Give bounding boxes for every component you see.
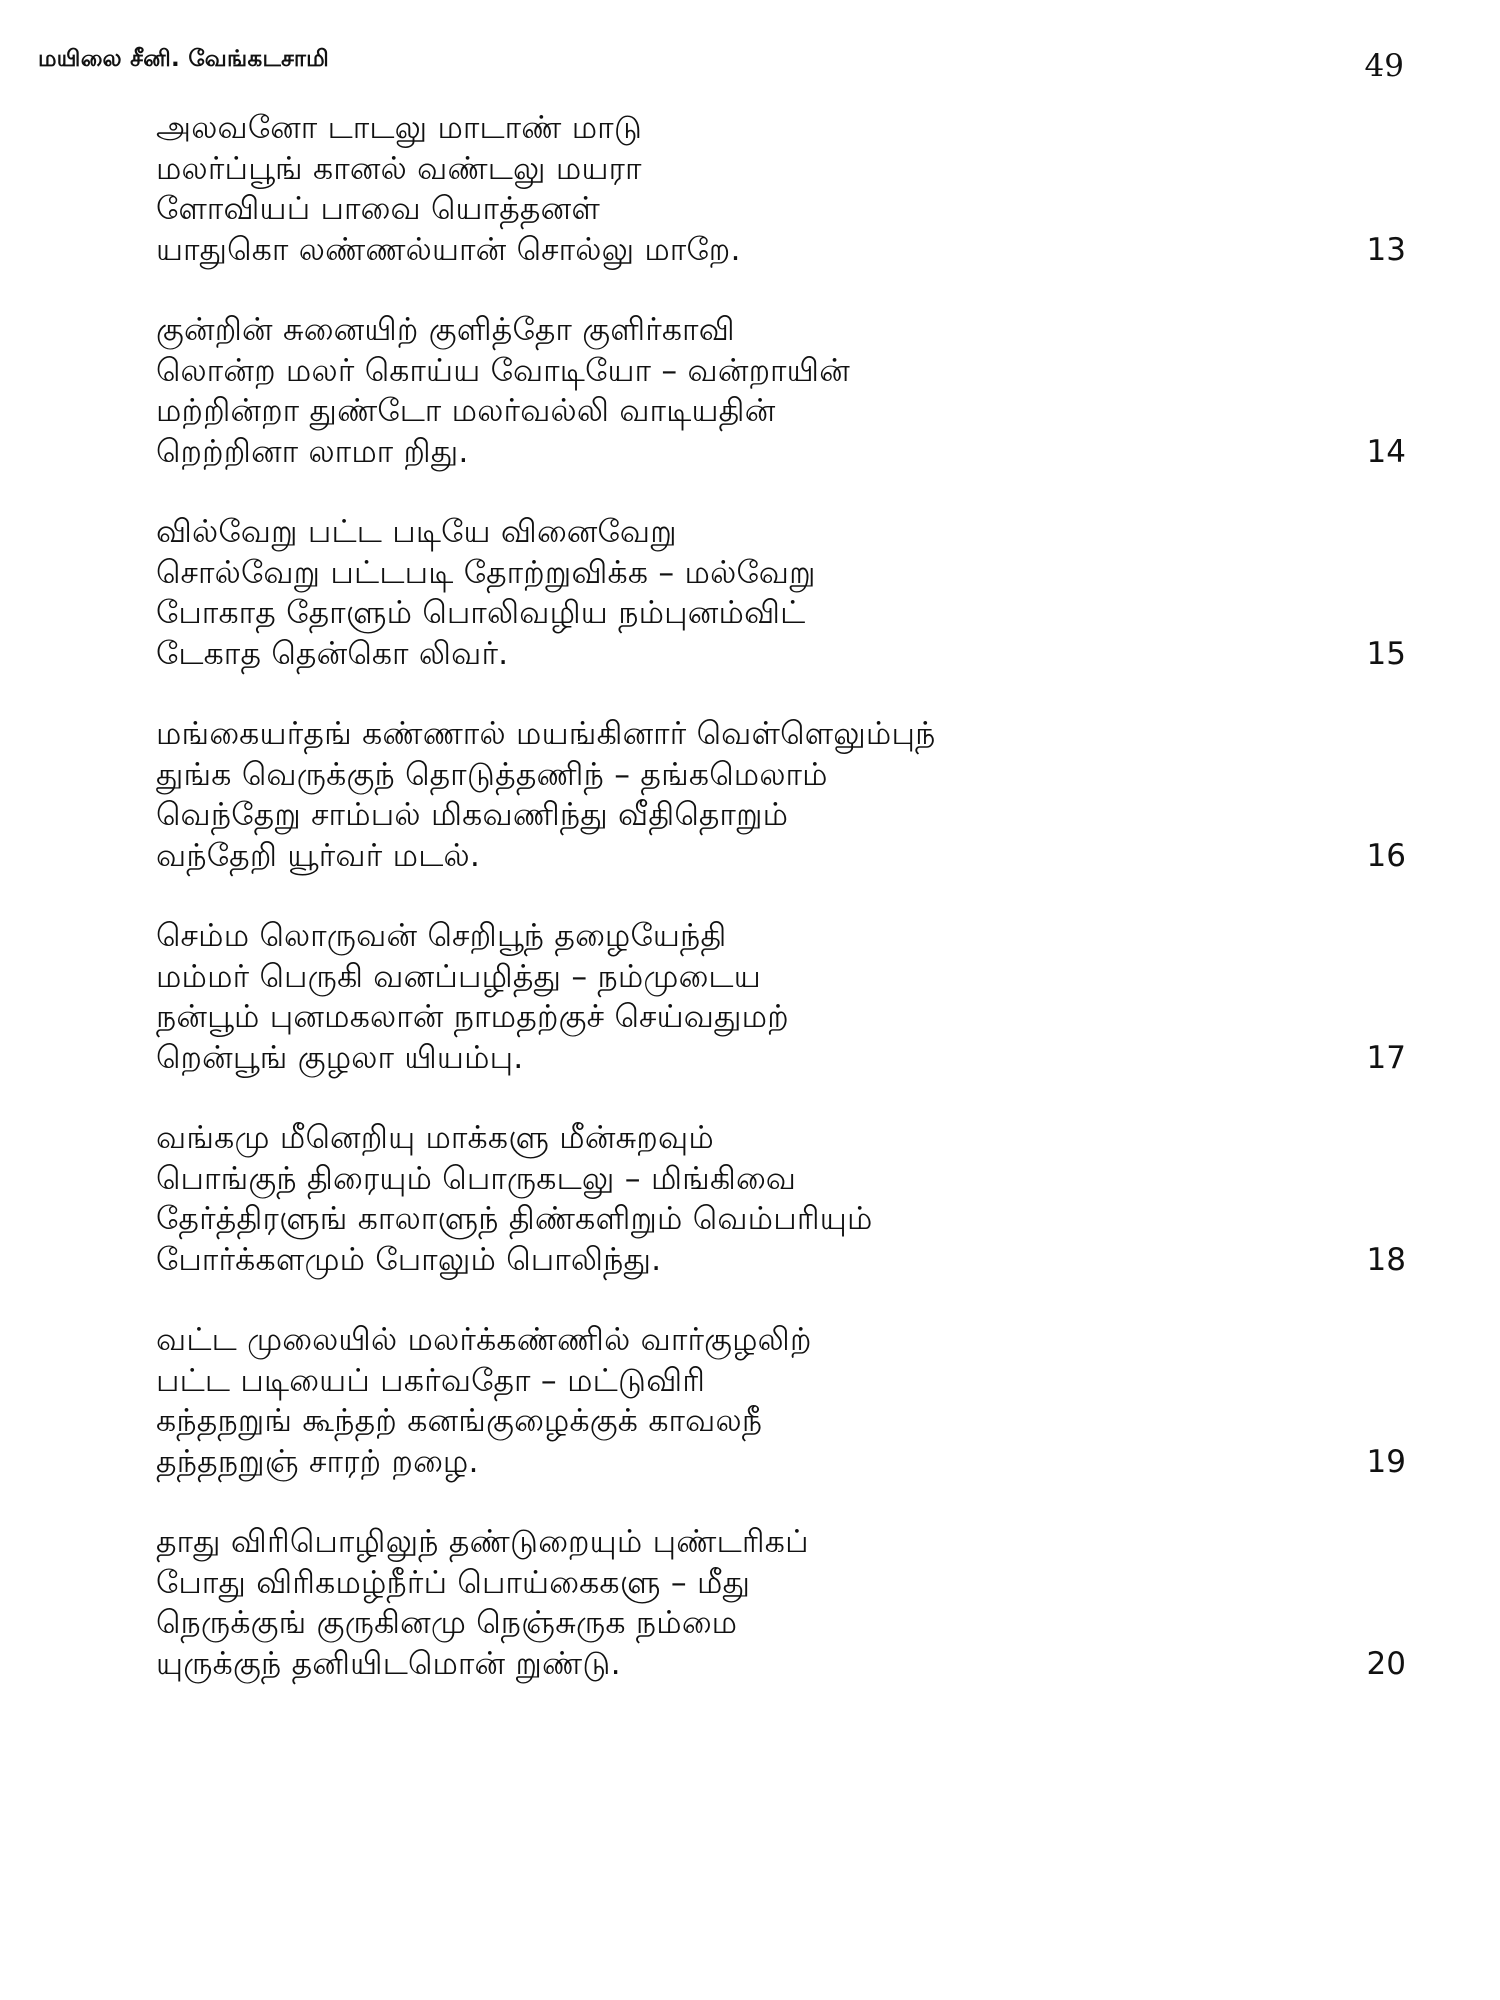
verse-line: தந்தநறுஞ் சாரற் றழை. xyxy=(156,1443,479,1480)
verse-block xyxy=(156,1522,1406,1684)
verse-line: நெருக்குங் குருகினமு நெஞ்சுருக நம்மை xyxy=(156,1605,738,1641)
verse-line: தாது விரிபொழிலுந் தண்டுறையும் புண்டரிகப் xyxy=(156,1524,809,1560)
verse-number: 20 xyxy=(1366,1645,1406,1682)
verse-line: றெற்றினா லாமா றிது. xyxy=(156,433,469,470)
verse-line: ளோவியப் பாவை யொத்தனள் xyxy=(156,191,600,227)
verse-line: வட்ட முலையில் மலர்க்கண்ணில் வார்குழலிற் xyxy=(156,1322,812,1358)
verse-line: யாதுகொ லண்ணல்யான் சொல்லு மாறே. xyxy=(156,231,741,268)
verse-block xyxy=(156,310,1406,472)
verse-line: தேர்த்திரளுங் காலாளுந் திண்களிறும் வெம்பரியும் xyxy=(156,1201,873,1237)
verse-line: மங்கையர்தங் கண்ணால் மயங்கினார் வெள்ளெலும்புந் xyxy=(156,716,936,752)
verse-line: பட்ட படியைப் பகர்வதோ – மட்டுவிரி xyxy=(156,1362,706,1399)
verse-number: 15 xyxy=(1366,635,1406,672)
verse-list xyxy=(156,108,1406,1724)
verse-block xyxy=(156,916,1406,1078)
verse-line: யுருக்குந் தனியிடமொன் றுண்டு. xyxy=(156,1645,621,1682)
verse-line: வங்கமு மீனெறியு மாக்களு மீன்சுறவும் xyxy=(156,1120,714,1156)
verse-line: போது விரிகமழ்நீர்ப் பொய்கைகளு – மீது xyxy=(156,1564,751,1601)
verse-line: செம்ம லொருவன் செறிபூந் தழையேந்தி xyxy=(156,918,727,954)
verse-number: 18 xyxy=(1366,1241,1406,1278)
verse-number: 16 xyxy=(1366,837,1406,874)
verse-line: மம்மர் பெருகி வனப்பழித்து – நம்முடைய xyxy=(156,958,761,995)
verse-line: போகாத தோளும் பொலிவழிய நம்புனம்விட் xyxy=(156,595,806,631)
verse-line: பொங்குந் திரையும் பொருகடலு – மிங்கிவை xyxy=(156,1160,797,1197)
verse-number: 13 xyxy=(1366,231,1406,268)
verse-block xyxy=(156,512,1406,674)
verse-line: லொன்ற மலர் கொய்ய வோடியோ – வன்றாயின் xyxy=(156,352,850,389)
verse-line: வெந்தேறு சாம்பல் மிகவணிந்து வீதிதொறும் xyxy=(156,797,789,833)
verse-block xyxy=(156,714,1406,876)
verse-block xyxy=(156,108,1406,270)
verse-line: வில்வேறு பட்ட படியே வினைவேறு xyxy=(156,514,677,550)
verse-line: மற்றின்றா துண்டோ மலர்வல்லி வாடியதின் xyxy=(156,393,776,429)
verse-line: கந்தநறுங் கூந்தற் கனங்குழைக்குக் காவலநீ xyxy=(156,1403,763,1439)
verse-line: அலவனோ டாடலு மாடாண் மாடு xyxy=(156,110,643,146)
verse-block xyxy=(156,1118,1406,1280)
verse-block xyxy=(156,1320,1406,1482)
verse-line: போர்க்களமும் போலும் பொலிந்து. xyxy=(156,1241,662,1278)
verse-line: றென்பூங் குழலா யியம்பு. xyxy=(156,1039,524,1076)
verse-line: சொல்வேறு பட்டபடி தோற்றுவிக்க – மல்வேறு xyxy=(156,554,816,591)
verse-line: குன்றின் சுனையிற் குளித்தோ குளிர்காவி xyxy=(156,312,735,348)
verse-line: மலர்ப்பூங் கானல் வண்டலு மயரா xyxy=(156,150,642,187)
verse-line: வந்தேறி யூர்வர் மடல். xyxy=(156,837,481,874)
verse-line: துங்க வெருக்குந் தொடுத்தணிந் – தங்கமெலாம் xyxy=(156,756,828,793)
running-header-author: மயிலை சீனி. வேங்கடசாமி xyxy=(38,46,330,72)
verse-number: 14 xyxy=(1366,433,1406,470)
verse-number: 17 xyxy=(1366,1039,1406,1076)
page-number: 49 xyxy=(1364,48,1404,84)
verse-line: நன்பூம் புனமகலான் நாமதற்குச் செய்வதுமற் xyxy=(156,999,789,1035)
verse-line: டேகாத தென்கொ லிவர். xyxy=(156,635,509,672)
verse-number: 19 xyxy=(1366,1443,1406,1480)
